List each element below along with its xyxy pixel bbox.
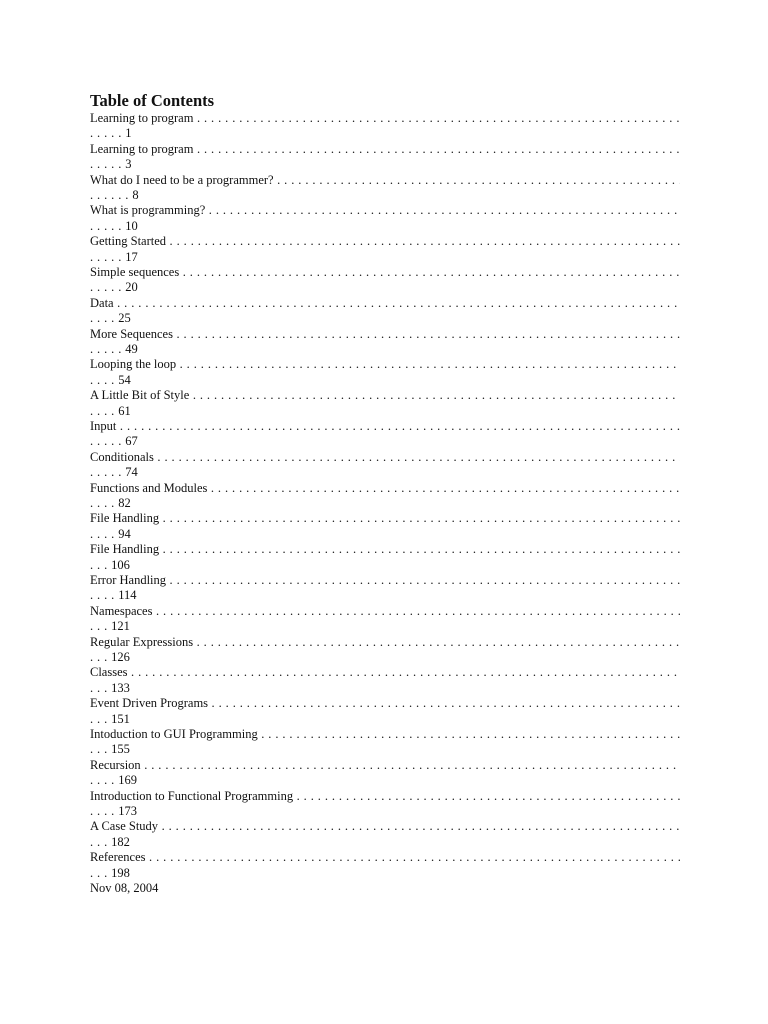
toc-page-number: 94 bbox=[118, 526, 131, 541]
toc-entry-page-line bbox=[90, 250, 680, 265]
toc-entry bbox=[90, 635, 680, 666]
toc-leader-dots: . . . . . bbox=[90, 280, 126, 295]
toc-entry-title: Intoduction to GUI Programming . . . bbox=[90, 727, 680, 742]
toc-entry bbox=[90, 789, 680, 820]
toc-leader-dots: . . . . . bbox=[90, 434, 126, 449]
toc-entry bbox=[90, 511, 680, 542]
toc-leader-dots: . . . . bbox=[90, 495, 119, 510]
toc-page-number: 106 bbox=[111, 557, 130, 572]
toc-entry-link[interactable] bbox=[90, 234, 680, 265]
toc-entry-link[interactable] bbox=[90, 111, 680, 142]
toc-entry bbox=[90, 142, 680, 173]
toc-entry-title: Conditionals . . . bbox=[90, 450, 680, 465]
toc-entry-link[interactable] bbox=[90, 296, 680, 327]
toc-leader-dots: . . . bbox=[90, 834, 112, 849]
toc-entry-link[interactable] bbox=[90, 696, 680, 727]
toc-leader-dots: . . . . . bbox=[90, 465, 126, 480]
toc-entry-page-line bbox=[90, 742, 680, 757]
toc-leader-dots: . . . . . bbox=[90, 341, 126, 356]
toc-entry-page-line bbox=[90, 866, 680, 881]
toc-entry bbox=[90, 573, 680, 604]
toc-entry-title: What do I need to be a programmer? . . . bbox=[90, 173, 680, 188]
toc-entry-link[interactable] bbox=[90, 635, 680, 666]
toc-entry-link[interactable] bbox=[90, 357, 680, 388]
toc-entry-link[interactable] bbox=[90, 419, 680, 450]
toc-entry-page-line bbox=[90, 773, 680, 788]
toc-entry bbox=[90, 819, 680, 850]
toc-page-number: 151 bbox=[111, 711, 130, 726]
toc-entry-link[interactable] bbox=[90, 573, 680, 604]
toc-entry-link[interactable] bbox=[90, 327, 680, 358]
toc-entry-link[interactable] bbox=[90, 173, 680, 204]
toc-page-number: 133 bbox=[111, 680, 130, 695]
toc-leader-dots: . . . . bbox=[90, 372, 119, 387]
toc-leader-dots: . . . bbox=[90, 680, 112, 695]
toc-entry-link[interactable] bbox=[90, 481, 680, 512]
toc-entry-page-line bbox=[90, 835, 680, 850]
toc-entry-title: Data . . . bbox=[90, 296, 680, 311]
toc-entry-link[interactable] bbox=[90, 265, 680, 296]
toc-entry-title: Learning to program . . . bbox=[90, 142, 680, 157]
toc-entry-title: Error Handling . . . bbox=[90, 573, 680, 588]
toc-entry-title: Input . . . bbox=[90, 419, 680, 434]
toc-entry bbox=[90, 604, 680, 635]
toc-page-number: 114 bbox=[118, 588, 137, 603]
toc-page-number: 173 bbox=[118, 803, 137, 818]
toc-entry-link[interactable] bbox=[90, 542, 680, 573]
toc-entry-title: Learning to program . . . bbox=[90, 111, 680, 126]
toc-page-number: 126 bbox=[111, 649, 130, 664]
toc-entry bbox=[90, 265, 680, 296]
toc-entry-page-line bbox=[90, 712, 680, 727]
document-date: Nov 08, 2004 bbox=[90, 880, 159, 895]
toc-leader-dots: . . . . . bbox=[90, 249, 126, 264]
toc-leader-dots: . . . . bbox=[90, 526, 119, 541]
toc-entry-page-line bbox=[90, 219, 680, 234]
toc-entry-title: Getting Started . . . bbox=[90, 234, 680, 249]
toc-entry-link[interactable] bbox=[90, 819, 680, 850]
toc-entry-page-line bbox=[90, 588, 680, 603]
toc-entry bbox=[90, 388, 680, 419]
toc-heading: Table of Contents bbox=[90, 91, 215, 110]
toc-page-number: 121 bbox=[111, 619, 130, 634]
toc-entry-title: Looping the loop . . . bbox=[90, 357, 680, 372]
toc-page-number: 61 bbox=[118, 403, 131, 418]
toc-entry bbox=[90, 696, 680, 727]
toc-page-number: 3 bbox=[125, 157, 132, 172]
toc-entry bbox=[90, 419, 680, 450]
toc-entry-page-line bbox=[90, 496, 680, 511]
toc-page-number: 67 bbox=[125, 434, 138, 449]
toc-leader-dots: . . . bbox=[90, 711, 112, 726]
toc-entry bbox=[90, 850, 680, 881]
toc-entry-link[interactable] bbox=[90, 604, 680, 635]
toc-entry-title: What is programming? . . . bbox=[90, 203, 680, 218]
toc-page-number: 20 bbox=[125, 280, 138, 295]
toc-entry-page-line bbox=[90, 465, 680, 480]
toc-page-number: 169 bbox=[118, 773, 137, 788]
toc-entry bbox=[90, 542, 680, 573]
toc-entry-title: A Little Bit of Style . . . bbox=[90, 388, 680, 403]
toc-entry-page-line bbox=[90, 558, 680, 573]
toc-entry bbox=[90, 296, 680, 327]
toc-page-number: 54 bbox=[118, 372, 131, 387]
toc-leader-dots: . . . . . bbox=[90, 218, 126, 233]
toc-entry bbox=[90, 481, 680, 512]
toc-entry-page-line bbox=[90, 650, 680, 665]
toc-page-number: 198 bbox=[111, 865, 130, 880]
toc-entry-page-line bbox=[90, 280, 680, 295]
toc-entry-title: File Handling . . . bbox=[90, 511, 680, 526]
toc-page-number: 25 bbox=[118, 311, 131, 326]
toc-entry-link[interactable] bbox=[90, 203, 680, 234]
toc-page-number: 8 bbox=[132, 187, 139, 202]
toc-page-number: 49 bbox=[125, 341, 138, 356]
toc-leader-dots: . . . bbox=[90, 865, 112, 880]
toc-entry-link[interactable] bbox=[90, 665, 680, 696]
toc-entry bbox=[90, 727, 680, 758]
toc-entry-page-line bbox=[90, 126, 680, 141]
toc-entry-title: Namespaces . . . bbox=[90, 604, 680, 619]
toc-entry-link[interactable] bbox=[90, 727, 680, 758]
toc-entry bbox=[90, 357, 680, 388]
toc-entry-link[interactable] bbox=[90, 142, 680, 173]
toc-entry bbox=[90, 203, 680, 234]
toc-page-number: 17 bbox=[125, 249, 138, 264]
toc-entry-page-line bbox=[90, 311, 680, 326]
toc-entry-page-line bbox=[90, 681, 680, 696]
toc-entry bbox=[90, 234, 680, 265]
toc-entry-page-line bbox=[90, 188, 680, 203]
toc-leader-dots: . . . . . . bbox=[90, 187, 133, 202]
toc-leader-dots: . . . bbox=[90, 742, 112, 757]
toc-entry-title: Event Driven Programs . . . bbox=[90, 696, 680, 711]
toc-entry-title: File Handling . . . bbox=[90, 542, 680, 557]
toc-page-number: 182 bbox=[111, 834, 130, 849]
toc-leader-dots: . . . . bbox=[90, 311, 119, 326]
toc-leader-dots: . . . . . bbox=[90, 157, 126, 172]
toc-entry-title: Functions and Modules . . . bbox=[90, 481, 680, 496]
toc-leader-dots: . . . bbox=[90, 619, 112, 634]
toc-entry-page-line bbox=[90, 342, 680, 357]
toc-page-number: 1 bbox=[125, 126, 132, 141]
toc-entry-link[interactable] bbox=[90, 511, 680, 542]
toc-leader-dots: . . . . bbox=[90, 773, 119, 788]
toc-entry-title: More Sequences . . . bbox=[90, 327, 680, 342]
toc-entry-page-line bbox=[90, 527, 680, 542]
toc-entry-list bbox=[90, 111, 680, 881]
toc-entry-link[interactable] bbox=[90, 388, 680, 419]
toc-leader-dots: . . . . bbox=[90, 803, 119, 818]
toc-entry-title: Introduction to Functional Programming . . . bbox=[90, 789, 680, 804]
toc-leader-dots: . . . bbox=[90, 557, 112, 572]
toc-entry-page-line bbox=[90, 157, 680, 172]
toc-entry bbox=[90, 111, 680, 142]
toc-entry-page-line bbox=[90, 804, 680, 819]
toc-entry-title: Regular Expressions . . . bbox=[90, 635, 680, 650]
toc-leader-dots: . . . . . bbox=[90, 126, 126, 141]
toc-entry-page-line bbox=[90, 404, 680, 419]
toc-page-number: 155 bbox=[111, 742, 130, 757]
toc-entry-title: Recursion . . . bbox=[90, 758, 680, 773]
table-of-contents bbox=[90, 90, 680, 896]
toc-entry-title: References . . . bbox=[90, 850, 680, 865]
toc-entry-title: A Case Study . . . bbox=[90, 819, 680, 834]
toc-page-number: 10 bbox=[125, 218, 138, 233]
toc-leader-dots: . . . . bbox=[90, 588, 119, 603]
toc-page-number: 74 bbox=[125, 465, 138, 480]
toc-entry bbox=[90, 665, 680, 696]
toc-entry-title: Classes . . . bbox=[90, 665, 680, 680]
toc-page-number: 82 bbox=[118, 495, 131, 510]
toc-entry bbox=[90, 327, 680, 358]
toc-entry bbox=[90, 173, 680, 204]
toc-entry bbox=[90, 450, 680, 481]
toc-entry bbox=[90, 758, 680, 789]
toc-entry-page-line bbox=[90, 619, 680, 634]
toc-leader-dots: . . . bbox=[90, 649, 112, 664]
toc-entry-page-line bbox=[90, 434, 680, 449]
toc-entry-link[interactable] bbox=[90, 850, 680, 881]
toc-entry-link[interactable] bbox=[90, 789, 680, 820]
toc-entry-link[interactable] bbox=[90, 450, 680, 481]
toc-entry-link[interactable] bbox=[90, 758, 680, 789]
toc-entry-page-line bbox=[90, 373, 680, 388]
toc-entry-title: Simple sequences . . . bbox=[90, 265, 680, 280]
toc-leader-dots: . . . . bbox=[90, 403, 119, 418]
